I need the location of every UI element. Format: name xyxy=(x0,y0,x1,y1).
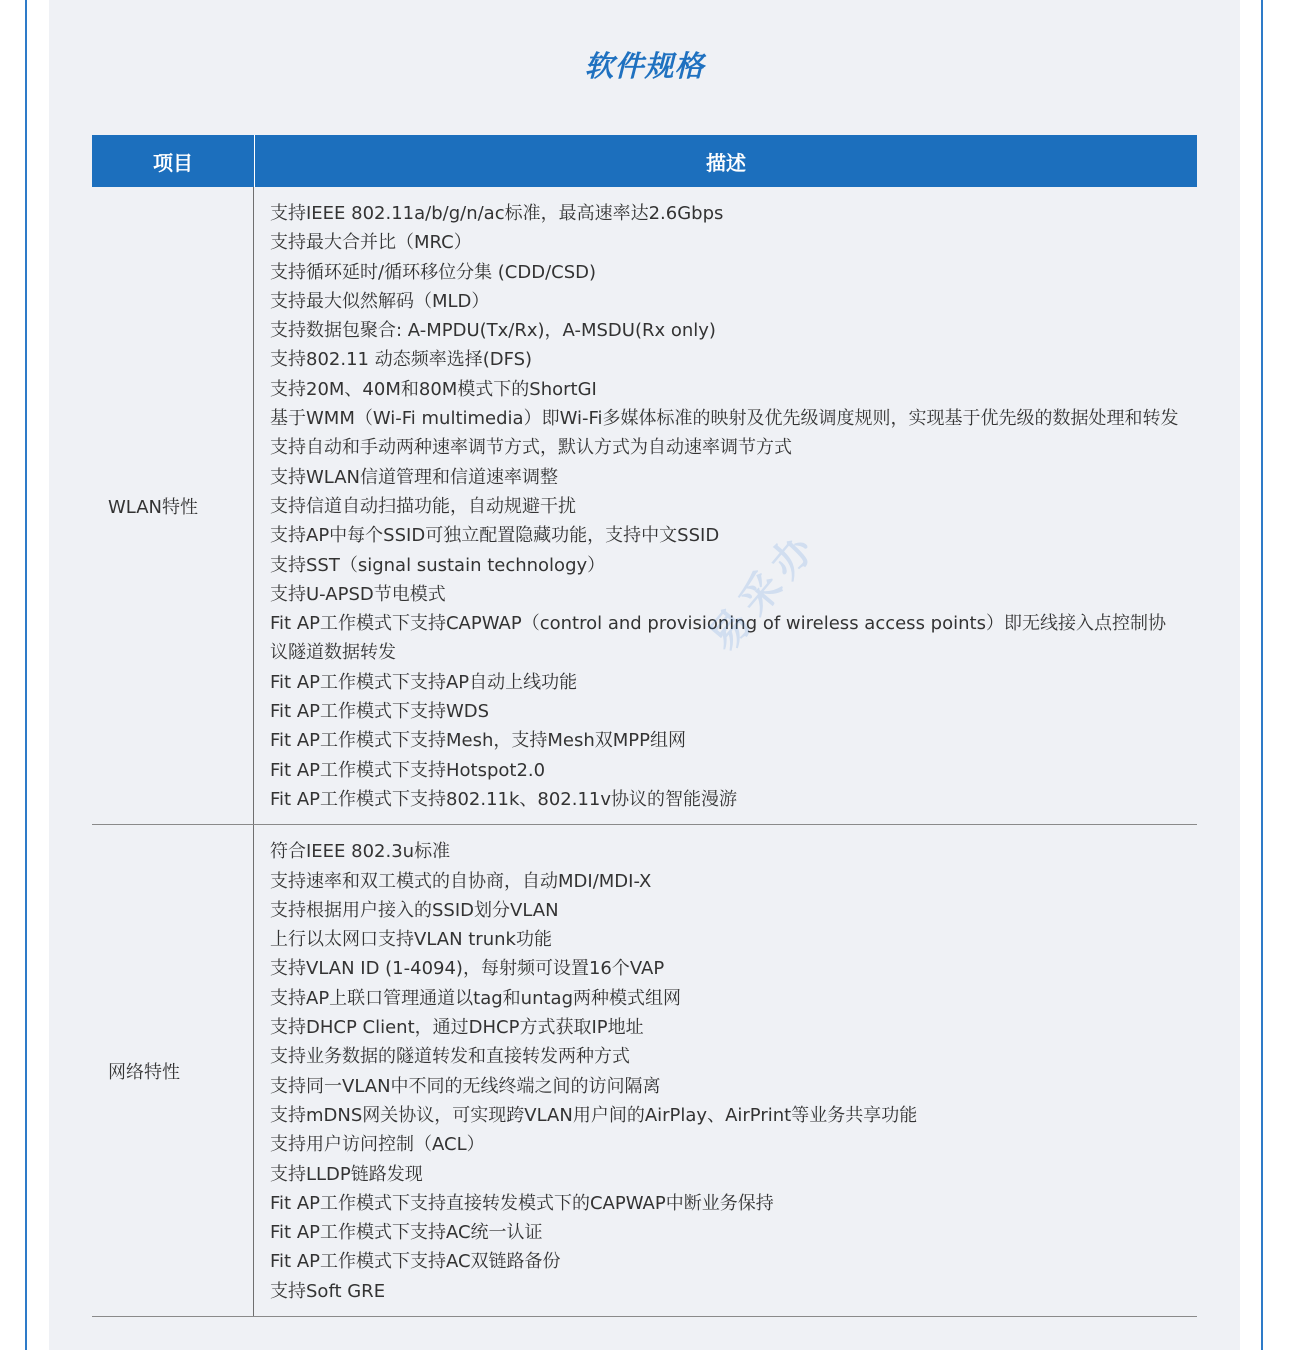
watermark: 易采办 xyxy=(699,520,828,661)
feature-item: 支持DHCP Client，通过DHCP方式获取IP地址 xyxy=(270,1017,644,1039)
feature-item: Fit AP工作模式下支持Hotspot2.0 xyxy=(270,759,546,781)
feature-item: 支持SST（signal sustain technology） xyxy=(270,554,606,576)
feature-item: 支持802.11 动态频率选择(DFS) xyxy=(270,349,533,371)
page-border-right xyxy=(1261,0,1263,1350)
feature-item: Fit AP工作模式下支持Mesh，支持Mesh双MPP组网 xyxy=(270,730,687,752)
header-description: 描述 xyxy=(706,150,746,175)
table-row xyxy=(92,825,1197,1317)
feature-item: 支持信道自动扫描功能，自动规避干扰 xyxy=(270,495,576,517)
row-category: 网络特性 xyxy=(92,825,254,1316)
table-header xyxy=(92,135,1197,187)
feature-item: 支持用户访问控制（ACL） xyxy=(270,1134,485,1156)
table-row xyxy=(92,187,1197,825)
feature-item: 支持速率和双工模式的自协商，自动MDI/MDI-X xyxy=(270,870,652,892)
feature-item: Fit AP工作模式下支持WDS xyxy=(270,701,490,723)
feature-item: Fit AP工作模式下支持AP自动上线功能 xyxy=(270,671,578,693)
feature-item: 支持VLAN ID (1-4094)，每射频可设置16个VAP xyxy=(270,958,665,980)
feature-item: 上行以太网口支持VLAN trunk功能 xyxy=(270,929,552,951)
feature-item: 支持AP中每个SSID可独立配置隐藏功能，支持中文SSID xyxy=(270,525,720,547)
feature-item: Fit AP工作模式下支持直接转发模式下的CAPWAP中断业务保持 xyxy=(270,1192,774,1214)
feature-item: Fit AP工作模式下支持AC双链路备份 xyxy=(270,1251,561,1273)
table-body xyxy=(92,187,1197,1317)
feature-item: 支持LLDP链路发现 xyxy=(270,1163,423,1185)
feature-item: 基于WMM（Wi-Fi multimedia）即Wi-Fi多媒体标准的映射及优先级调度规则，实现基于优先级的数据处理和转发 xyxy=(270,408,1179,430)
feature-item: 支持mDNS网关协议，可实现跨VLAN用户间的AirPlay、AirPrint等业务共享功能 xyxy=(270,1104,918,1126)
page-border-left xyxy=(25,0,27,1350)
feature-item: Fit AP工作模式下支持802.11k、802.11v协议的智能漫游 xyxy=(270,788,738,810)
feature-item: 支持20M、40M和80M模式下的ShortGI xyxy=(270,378,597,400)
feature-item: 支持数据包聚合: A-MPDU(Tx/Rx)，A-MSDU(Rx only) xyxy=(270,320,716,342)
feature-item: 支持Soft GRE xyxy=(270,1280,386,1302)
feature-item: Fit AP工作模式下支持CAPWAP（control and provisioning of wireless access points）即无线接入点控制协议隧道数据转发 xyxy=(270,613,1166,664)
feature-item: 支持同一VLAN中不同的无线终端之间的访问隔离 xyxy=(270,1075,661,1097)
feature-item: 支持循环延时/循环移位分集 (CDD/CSD) xyxy=(270,261,597,283)
page-title: 软件规格 xyxy=(584,49,705,83)
feature-item: 支持最大合并比（MRC） xyxy=(270,232,472,254)
row-description xyxy=(254,825,1197,1316)
row-category: WLAN特性 xyxy=(92,187,254,824)
feature-item: 支持最大似然解码（MLD） xyxy=(270,290,490,312)
feature-item: 支持自动和手动两种速率调节方式，默认方式为自动速率调节方式 xyxy=(270,437,792,459)
feature-item: 支持根据用户接入的SSID划分VLAN xyxy=(270,899,559,921)
feature-item: 支持U-APSD节电模式 xyxy=(270,583,446,605)
feature-item: 符合IEEE 802.3u标准 xyxy=(270,841,451,863)
spec-table xyxy=(92,135,1197,1317)
header-item: 项目 xyxy=(92,135,255,187)
feature-item: 支持WLAN信道管理和信道速率调整 xyxy=(270,466,559,488)
feature-item: Fit AP工作模式下支持AC统一认证 xyxy=(270,1222,543,1244)
row-description xyxy=(254,187,1197,824)
content-panel xyxy=(49,0,1240,1350)
feature-item: 支持AP上联口管理通道以tag和untag两种模式组网 xyxy=(270,987,682,1009)
feature-item: 支持IEEE 802.11a/b/g/n/ac标准，最高速率达2.6Gbps xyxy=(270,203,724,224)
feature-item: 支持业务数据的隧道转发和直接转发两种方式 xyxy=(270,1046,630,1068)
